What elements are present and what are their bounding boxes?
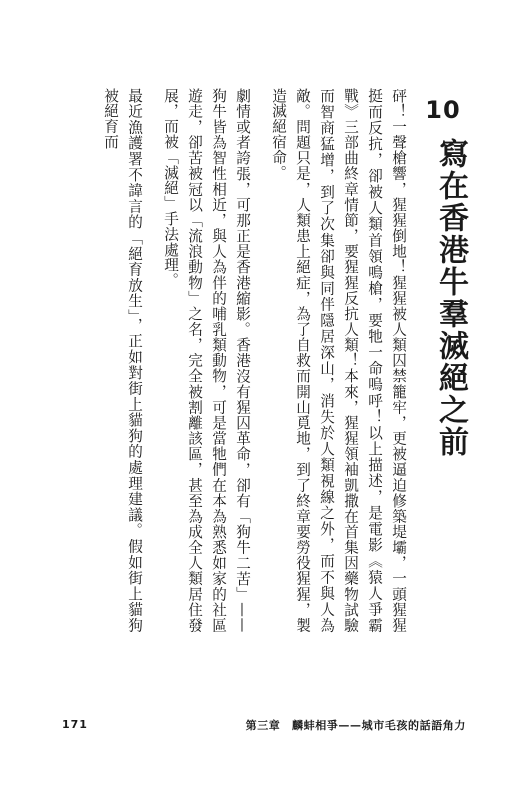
paragraph-3: 最近漁護署不諱言的「絕育放生」，正如對街上貓狗的處理建議。假如街上貓狗被絕育而 — [102, 88, 143, 633]
running-head: 第三章 麟蚌相爭——城市毛孩的話語角力 — [245, 719, 466, 732]
chapter-title: 寫在香港牛羣滅絕之前 — [433, 138, 468, 458]
chapter-number: 10 — [425, 96, 461, 124]
body-text — [98, 88, 410, 633]
paragraph-1: 砰！一聲槍響，猩猩倒地！猩猩被人類囚禁籠牢，更被逼迫修築堤壩，一頭猩猩挺而反抗，卻被人類首領鳴槍，要牠一命嗚呼！以上描述，是電影《猿人爭霸戰》三部曲終章情節，要猩猩反抗人類！本來，猩猩領袖凱撒在首集因藥物試驗而智商猛增，到了次集卻與同伴隱居深山，消失於人類視線之外，而不與人為敵。問題只是，人類患上絕症，為了自救而開山覓地，到了終章要勞役猩猩，製造滅絕宿命。 — [270, 88, 407, 633]
paragraph-2: 劇情或者誇張，可那正是香港縮影。香港沒有猩囚革命，卻有「狗牛二苦」——狗牛皆為智性相近，與人為伴的哺乳類動物，可是當牠們在本為熟悉如家的社區遊走，卻苦被冠以「流浪動物」之名，完全被割離該區，甚至為成全人類居住發展，而被「滅絕」手法處理。 — [162, 88, 251, 633]
page-number: 171 — [62, 718, 88, 731]
